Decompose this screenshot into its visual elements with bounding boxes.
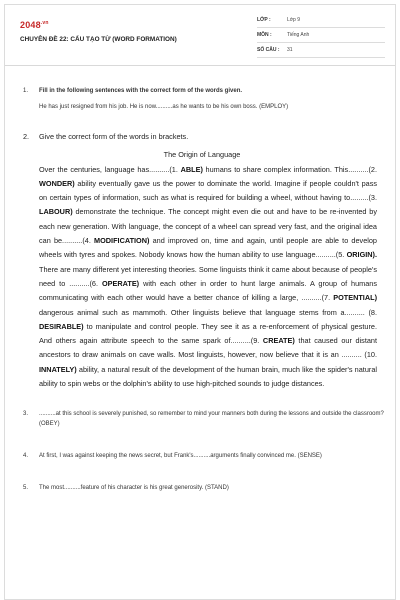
keyword-in-brackets: MODIFICATION) (94, 236, 150, 246)
question-5 (19, 483, 385, 493)
keyword-in-brackets: CREATE) (262, 336, 295, 346)
passage-block (19, 148, 385, 391)
keyword-in-brackets: LABOUR) (39, 207, 73, 217)
passage-segment: ability, a natural result of the development of the human brain, much like the spider's natural ability to spin webs or the dolphin's ability to use high-pitched sounds to judge distances. (39, 364, 377, 389)
passage-segment: to manipulate and control people. They see it as a re-enforcement of physical gesture. And others again attribute speech to the same spark of..........(9. (39, 321, 377, 346)
question-4 (19, 451, 385, 461)
question-number: 4. (23, 453, 29, 460)
keyword-in-brackets: DESIRABLE) (39, 321, 84, 331)
keyword-in-brackets: ABLE) (180, 164, 203, 174)
passage-segment: that caused our distant ancestors to draw animals on cave walls. Most linguists, however, now believe that it is an .......... (10. (39, 336, 378, 360)
question-text: At first, I was against keeping the news secret, but Frank's..........arguments finally convinced me. (SENSE) (39, 453, 322, 460)
meta-label: SỐ CÂU : (257, 47, 280, 53)
logo-main: 2048 (20, 20, 41, 30)
passage-segment: Over the centuries, language has..........(1. (39, 164, 181, 174)
site-logo[interactable] (20, 20, 49, 30)
passage-text (19, 163, 385, 392)
question-text: ..........at this school is severely punished, so remember to mind your manners both during the lessons and outside the classroom? (OBEY) (39, 411, 384, 428)
question-1-example: He has just resigned from his job. He is now..........as he wants to be his own boss. (EMPLOY) (39, 104, 289, 110)
worksheet-page (4, 4, 396, 600)
passage-segment: with each other in order to hunt large animals. A group of humans communicating with each other would have a better chance of killing a large, ..........(7. (39, 278, 377, 303)
question-number: 1. (23, 88, 29, 94)
passage-title: The Origin of Language (163, 150, 241, 160)
meta-table (257, 13, 385, 58)
logo-sub: .vn (40, 20, 49, 26)
keyword-in-brackets: WONDER) (39, 178, 75, 188)
question-number: 5. (23, 485, 29, 492)
meta-label: LỚP : (257, 17, 271, 23)
question-instruction: Fill in the following sentences with the correct form of the words given. (39, 88, 243, 94)
chapter-title: CHUYÊN ĐỀ 22: CẤU TẠO TỪ (WORD FORMATION) (20, 36, 177, 43)
keyword-in-brackets: OPERATE) (101, 278, 140, 288)
keyword-in-brackets: POTENTIAL) (333, 293, 377, 303)
question-2 (19, 130, 385, 144)
question-number: 2. (23, 132, 30, 141)
question-number: 3. (23, 411, 29, 418)
questions-list (19, 71, 385, 493)
passage-segment: There are many different yet interesting theories. Some linguists think it came about because of people's need to ..........(6. (39, 264, 377, 288)
question-3 (19, 409, 385, 429)
passage-segment: dangerous animal such as mammoth. Other linguists believe that language stems from a.......... (8. (39, 307, 377, 317)
header-divider (5, 65, 395, 66)
meta-value: Tiếng Anh (287, 32, 310, 38)
passage-segment: humans to share complex information. This..........(2. (202, 164, 377, 174)
meta-row-count (257, 43, 385, 58)
passage-segment: ability eventually gave us the power to dominate the world. Imagine if people couldn't pass on certain types of information, such as what is required for building a wheel, without having to.........(3. (39, 178, 377, 203)
keyword-in-brackets: INNATELY) (39, 364, 77, 374)
keyword-in-brackets: ORIGIN). (346, 250, 377, 260)
meta-value: Lớp 9 (287, 17, 301, 23)
passage-segment: demonstrate the technique. The concept might even die out and have to be re-invented by each new generation. With language, the concept of a wheel can spread very fast, and the original idea can be..........(4. (39, 207, 377, 246)
question-text: The most..........feature of his character is his great generosity. (STAND) (39, 485, 229, 492)
passage-segment: and improved on, time and again, until people are able to develop wheels with tyres and spokes. Nobody knows how the human ability to use language..........(5. (39, 236, 377, 260)
worksheet-header (5, 5, 395, 63)
meta-row-class (257, 13, 385, 28)
question-instruction: Give the correct form of the words in brackets. (39, 132, 189, 141)
meta-value: 31 (287, 47, 293, 53)
meta-label: MÔN : (257, 32, 272, 38)
meta-row-subject (257, 28, 385, 43)
question-1 (19, 86, 385, 96)
